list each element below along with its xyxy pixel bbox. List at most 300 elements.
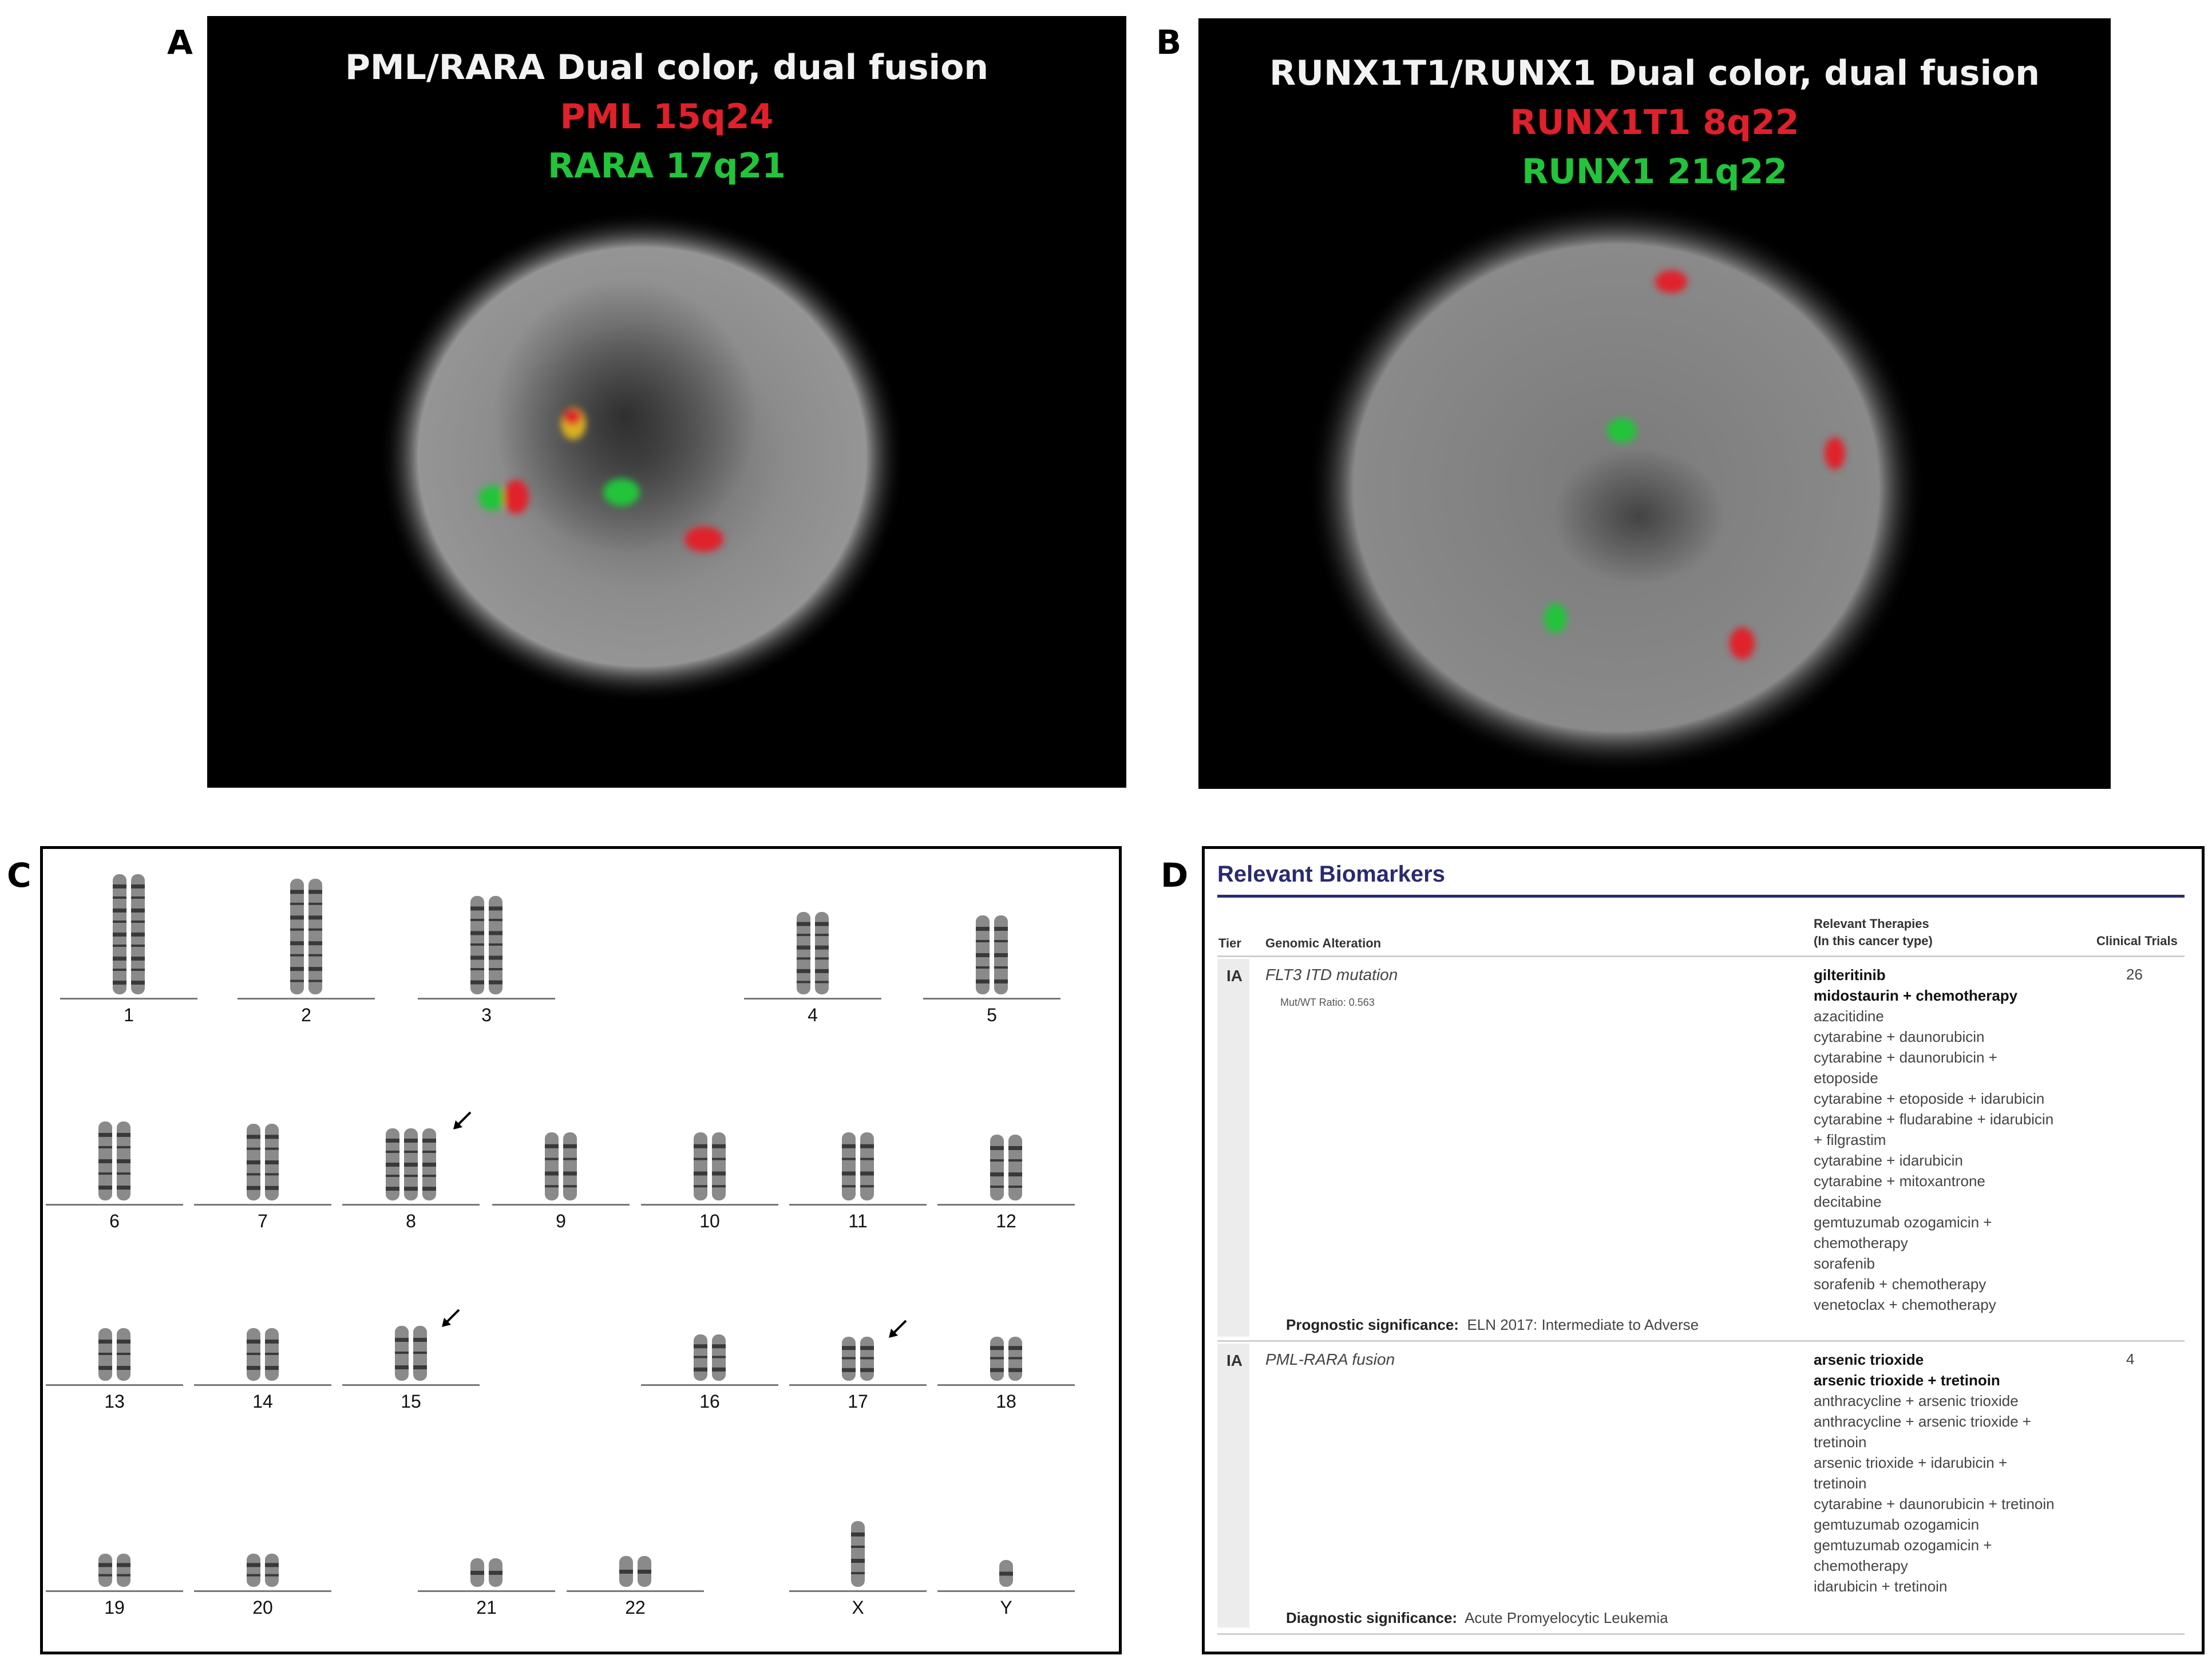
chromosome-baseline (789, 1204, 927, 1206)
chromosome-band (860, 1144, 874, 1148)
chromosome-band (712, 1185, 726, 1187)
chromosome-band (860, 1368, 874, 1372)
mut-wt-ratio: Mut/WT Ratio: 0.563 (1280, 997, 1375, 1008)
green-signal (603, 479, 640, 506)
chromosome-band (489, 1571, 502, 1575)
genomic-alteration: PML-RARA fusion (1265, 1350, 1395, 1368)
therapy-item: cytarabine + idarubicin (1814, 1152, 1963, 1169)
chromosome-image (194, 1078, 331, 1204)
chromosome-band (265, 1160, 279, 1164)
chromosome-band (386, 1163, 399, 1167)
therapy-item: gemtuzumab ozogamicin (1814, 1516, 1980, 1533)
chromosome-baseline (194, 1384, 331, 1386)
green-signal (1607, 418, 1637, 443)
chromosome-band (131, 908, 145, 913)
report-title-rule (1217, 895, 2185, 898)
chromosome-band (131, 921, 145, 923)
nucleus-dark-region (493, 279, 757, 554)
chromosome-band (404, 1151, 418, 1153)
chromosome-number: 2 (301, 1005, 311, 1025)
chromosome-band (990, 1146, 1004, 1150)
chromosome-number: 7 (258, 1211, 268, 1231)
chromosome-band (797, 922, 810, 926)
chromosome-band (994, 979, 1008, 983)
chromosome-band (545, 1158, 559, 1160)
chromosome-band (619, 1570, 633, 1574)
chromosome-baseline (46, 1590, 183, 1592)
chromosome-band (404, 1187, 418, 1191)
chromosome-band (308, 903, 322, 905)
therapy-item: sorafenib + chemotherapy (1814, 1275, 1987, 1293)
chromosome-band (265, 1366, 279, 1370)
chromosome-band (422, 1139, 436, 1143)
chromosome-band (290, 941, 304, 945)
chromosome-pair-11 (789, 1078, 927, 1231)
significance (1286, 1609, 1668, 1627)
chromosome-baseline (342, 1384, 480, 1386)
chromosome (98, 1554, 112, 1587)
chromosome-band (489, 943, 502, 946)
chromosome-pair-20 (194, 1470, 331, 1619)
chromosome-baseline (923, 998, 1061, 1000)
therapy-item: venetoclax + chemotherapy (1814, 1296, 1996, 1313)
therapy-item: anthracycline + arsenic trioxide (1814, 1392, 2019, 1409)
chromosome-image (789, 1078, 927, 1204)
chromosome-band (117, 1133, 130, 1137)
chromosome (694, 1132, 707, 1200)
chromosome-baseline (46, 1384, 183, 1386)
chromosome-band (247, 1563, 260, 1567)
chromosome-image (641, 1078, 778, 1204)
biomarker-report-panel (1202, 846, 2205, 1654)
chromosome-band (98, 1563, 112, 1567)
therapy-list (1814, 965, 2083, 1315)
green-signal (1544, 603, 1567, 633)
chromosome-band (98, 1133, 112, 1137)
chromosome-band (976, 940, 990, 942)
chromosome-baseline (60, 998, 197, 1000)
chromosome-band (422, 1175, 436, 1177)
chromosome-band (247, 1148, 260, 1150)
chromosome-image (46, 1078, 183, 1204)
chromosome-pair-12 (937, 1078, 1075, 1231)
header-clinical-trials: Clinical Trials (2096, 934, 2178, 948)
chromosome-number: 20 (252, 1597, 273, 1618)
report-title: Relevant Biomarkers (1217, 862, 1445, 887)
chromosome-band (308, 890, 322, 894)
chromosome-band (247, 1353, 260, 1355)
chromosome (290, 879, 304, 994)
chromosome-band (290, 980, 304, 982)
therapy-item: tretinoin (1814, 1433, 1867, 1451)
panel-letter-b: B (1156, 23, 1182, 62)
chromosome-image (342, 1078, 480, 1204)
therapy-item: arsenic trioxide + tretinoin (1814, 1372, 2000, 1389)
chromosome-band (98, 1353, 112, 1355)
abnormality-arrow-icon (440, 1306, 462, 1329)
therapy-item: cytarabine + daunorubicin + tretinoin (1814, 1495, 2055, 1512)
therapy-item: etoposide (1814, 1069, 1878, 1087)
chromosome-band (117, 1353, 130, 1355)
chromosome-band (395, 1365, 409, 1369)
chromosome-baseline (641, 1384, 778, 1386)
chromosome-number: 9 (556, 1211, 566, 1231)
tier-label: IA (1226, 1352, 1242, 1369)
chromosome (860, 1132, 874, 1200)
nucleus-dark-region (1553, 448, 1725, 585)
chromosome-number: 15 (401, 1391, 421, 1412)
therapy-item: decitabine (1814, 1193, 1882, 1210)
chromosome-band (265, 1340, 279, 1344)
chromosome-band (247, 1574, 260, 1577)
chromosome-band (265, 1148, 279, 1150)
chromosome-number: 3 (481, 1005, 492, 1025)
chromosome-band (994, 953, 1008, 957)
chromosome-pair-9 (492, 1078, 630, 1231)
chromosome-band (404, 1139, 418, 1143)
therapy-item: midostaurin + chemotherapy (1814, 987, 2018, 1004)
chromosome-band (308, 980, 322, 982)
chromosome-baseline (418, 998, 555, 1000)
chromosome-pair-Y (937, 1470, 1075, 1619)
chromosome-band (117, 1186, 130, 1190)
significance-label: Diagnostic significance: (1286, 1609, 1458, 1626)
chromosome-band (265, 1173, 279, 1175)
chromosome-band (131, 945, 145, 947)
chromosome-band (422, 1163, 436, 1167)
significance (1286, 1316, 1699, 1334)
chromosome-baseline (789, 1384, 927, 1386)
fish-probe-red-a: PML 15q24 (560, 97, 774, 137)
chromosome-band (976, 979, 990, 983)
chromosome-band (98, 1172, 112, 1175)
chromosome-band (990, 1159, 1004, 1162)
chromosome-band (131, 969, 145, 971)
fish-panel-pml-rara (207, 16, 1126, 788)
chromosome-band (712, 1344, 726, 1348)
chromosome-image (60, 872, 197, 998)
chromosome-band (113, 981, 126, 985)
chromosome (851, 1521, 865, 1587)
chromosome (1008, 1135, 1022, 1200)
chromosome-band (990, 1186, 1004, 1188)
chromosome-baseline (194, 1204, 331, 1206)
chromosome-band (422, 1151, 436, 1153)
chromosome-band (113, 933, 126, 937)
chromosome-band (98, 1186, 112, 1190)
chromosome-band (290, 903, 304, 905)
chromosome-band (694, 1356, 707, 1358)
chromosome-band (265, 1353, 279, 1355)
tier-column-bg (1217, 1344, 1249, 1628)
chromosome-band (308, 929, 322, 931)
chromosome-number: 10 (699, 1211, 720, 1231)
chromosome-band (1008, 1346, 1022, 1350)
chromosome-baseline (641, 1204, 778, 1206)
abnormality-arrow-icon (887, 1317, 909, 1340)
chromosome-pair-14 (194, 1264, 331, 1413)
chromosome-band (98, 1340, 112, 1344)
chromosome-band (563, 1144, 577, 1148)
chromosome-pair-6 (46, 1078, 183, 1231)
chromosome-band (797, 969, 810, 973)
chromosome-band (489, 907, 502, 911)
chromosome-band (976, 966, 990, 969)
red-signal (1825, 437, 1845, 469)
chromosome-band (413, 1352, 427, 1354)
chromosome-pair-16 (641, 1264, 778, 1413)
header-genomic-alteration: Genomic Alteration (1265, 936, 1382, 950)
chromosome-band (990, 1172, 1004, 1176)
chromosome-pair-7 (194, 1078, 331, 1231)
chromosome-band (851, 1532, 865, 1536)
chromosome-band (842, 1158, 856, 1160)
chromosome-band (131, 896, 145, 899)
chromosome-band (113, 969, 126, 971)
chromosome-band (489, 968, 502, 970)
chromosome-image (567, 1470, 704, 1590)
chromosome-pair-4 (744, 872, 881, 1025)
therapy-item: tretinoin (1814, 1475, 1867, 1492)
chromosome-band (117, 1563, 130, 1567)
chromosome-band (815, 969, 829, 973)
chromosome-band (113, 957, 126, 961)
chromosome-band (308, 915, 322, 919)
chromosome-image (789, 1470, 927, 1590)
chromosome-band (404, 1175, 418, 1177)
therapy-item: cytarabine + fludarabine + idarubicin (1814, 1111, 2054, 1128)
therapy-list (1814, 1349, 2083, 1597)
chromosome-band (113, 908, 126, 913)
chromosome-band (694, 1144, 707, 1148)
chromosome-band (694, 1368, 707, 1372)
chromosome-band (386, 1175, 399, 1177)
chromosome-band (98, 1146, 112, 1148)
chromosome-band (308, 954, 322, 957)
chromosome-band (117, 1340, 130, 1344)
chromosome-baseline (789, 1590, 927, 1592)
chromosome-band (308, 941, 322, 945)
fish-title-b: RUNX1T1/RUNX1 Dual color, dual fusion (1269, 53, 2040, 93)
karyogram-panel (40, 846, 1122, 1654)
chromosome-number: 18 (996, 1391, 1016, 1412)
therapy-item: cytarabine + daunorubicin + (1814, 1049, 1997, 1066)
chromosome-band (247, 1135, 260, 1139)
chromosome-band (545, 1185, 559, 1187)
chromosome-band (386, 1139, 399, 1143)
chromosome-band (1008, 1368, 1022, 1372)
chromosome-band (851, 1559, 865, 1563)
chromosome-band (470, 956, 484, 960)
chromosome-baseline (194, 1590, 331, 1592)
chromosome-image (194, 1470, 331, 1590)
therapy-item: arsenic trioxide + idarubicin + (1814, 1454, 2008, 1471)
chromosome-image (238, 872, 375, 998)
chromosome-pair-18 (937, 1264, 1075, 1413)
tier-column-bg (1217, 959, 1249, 1337)
chromosome-band (247, 1340, 260, 1344)
chromosome-image (194, 1264, 331, 1384)
chromosome-band (842, 1357, 856, 1360)
chromosome-band (842, 1144, 856, 1148)
chromosome-baseline (937, 1384, 1075, 1386)
chromosome-pair-2 (238, 872, 375, 1025)
chromosome-baseline (342, 1204, 480, 1206)
chromosome-band (117, 1172, 130, 1175)
red-signal (1655, 270, 1687, 293)
chromosome-band (797, 934, 810, 936)
chromosome-number: 11 (848, 1211, 868, 1231)
significance-label: Prognostic significance: (1286, 1316, 1459, 1333)
chromosome-band (638, 1570, 651, 1574)
chromosome-number: 21 (476, 1597, 497, 1618)
chromosome-band (131, 981, 145, 985)
chromosome-band (117, 1574, 130, 1577)
chromosome-band (131, 957, 145, 961)
chromosome (265, 1554, 279, 1587)
chromosome-number: Y (1000, 1597, 1012, 1618)
chromosome-band (851, 1546, 865, 1548)
chromosome-band (386, 1187, 399, 1191)
chromosome-image (46, 1264, 183, 1384)
chromosome-number: 6 (109, 1211, 120, 1231)
chromosome-band (290, 915, 304, 919)
clinical-trials-count: 4 (2126, 1350, 2135, 1368)
chromosome-band (117, 1159, 130, 1163)
therapy-item: gilteritinib (1814, 966, 1886, 983)
chromosome (712, 1132, 726, 1200)
chromosome-baseline (567, 1590, 704, 1592)
chromosome-baseline (238, 998, 375, 1000)
chromosome-band (247, 1186, 260, 1190)
chromosome-number: 8 (406, 1211, 416, 1231)
chromosome-baseline (492, 1204, 630, 1206)
chromosome-image (937, 1264, 1075, 1384)
chromosome-band (712, 1356, 726, 1358)
chromosome-image (492, 1078, 630, 1204)
chromosome-image (46, 1470, 183, 1590)
chromosome-band (994, 940, 1008, 942)
therapy-item: cytarabine + daunorubicin (1814, 1028, 1985, 1045)
chromosome-band (815, 934, 829, 936)
chromosome-band (265, 1186, 279, 1190)
chromosome-number: 13 (104, 1391, 125, 1412)
chromosome-band (545, 1144, 559, 1148)
chromosome-band (712, 1144, 726, 1148)
chromosome-band (290, 967, 304, 971)
fish-title-a: PML/RARA Dual color, dual fusion (345, 48, 989, 88)
chromosome-band (117, 1366, 130, 1370)
chromosome-band (1008, 1146, 1022, 1150)
chromosome-number: 19 (104, 1597, 125, 1618)
therapy-item: gemtuzumab ozogamicin + (1814, 1214, 1992, 1231)
chromosome-image (937, 1470, 1075, 1590)
chromosome-image (937, 1078, 1075, 1204)
chromosome-band (694, 1158, 707, 1160)
chromosome-band (994, 927, 1008, 931)
chromosome-band (712, 1158, 726, 1160)
chromosome-band (470, 968, 484, 970)
chromosome-number: 16 (699, 1391, 720, 1412)
chromosome-band (290, 954, 304, 957)
chromosome-pair-X (789, 1470, 927, 1619)
chromosome (247, 1554, 260, 1587)
chromosome-band (131, 933, 145, 937)
significance-value: Acute Promyelocytic Leukemia (1465, 1609, 1668, 1626)
chromosome-band (842, 1368, 856, 1372)
chromosome-band (265, 1574, 279, 1577)
chromosome-band (413, 1365, 427, 1369)
panel-letter-a: A (167, 23, 193, 62)
fish-probe-green-a: RARA 17q21 (547, 146, 786, 186)
chromosome-band (265, 1135, 279, 1139)
chromosome-pair-22 (567, 1470, 704, 1619)
chromosome-band (842, 1171, 856, 1175)
abnormality-arrow-icon (451, 1109, 474, 1132)
therapy-item: cytarabine + mitoxantrone (1814, 1172, 1985, 1190)
therapy-item: anthracycline + arsenic trioxide + (1814, 1413, 2032, 1430)
genomic-alteration: FLT3 ITD mutation (1265, 966, 1398, 983)
chromosome-band (413, 1338, 427, 1342)
significance-value: ELN 2017: Intermediate to Adverse (1467, 1316, 1699, 1333)
chromosome-band (489, 981, 502, 985)
chromosome (308, 879, 322, 994)
chromosome (842, 1132, 856, 1200)
chromosome-number: 17 (848, 1391, 868, 1412)
chromosome-band (990, 1357, 1004, 1360)
chromosome-pair-19 (46, 1470, 183, 1619)
chromosome-band (470, 1571, 484, 1575)
chromosome-band (395, 1338, 409, 1342)
chromosome (563, 1132, 577, 1200)
chromosome-band (1008, 1172, 1022, 1176)
red-signal (563, 409, 581, 425)
chromosome-band (247, 1160, 260, 1164)
chromosome-band (860, 1185, 874, 1187)
chromosome-band (999, 1572, 1013, 1576)
therapy-item: azacitidine (1814, 1008, 1884, 1025)
chromosome-image (418, 1470, 555, 1590)
fish-probe-red-b: RUNX1T1 8q22 (1510, 102, 1799, 143)
chromosome-band (860, 1171, 874, 1175)
chromosome-pair-5 (923, 872, 1061, 1025)
chromosome-band (860, 1357, 874, 1360)
row-divider (1217, 1340, 2185, 1342)
chromosome-band (1008, 1186, 1022, 1188)
chromosome-baseline (418, 1590, 555, 1592)
chromosome-band (860, 1158, 874, 1160)
chromosome-image (641, 1264, 778, 1384)
chromosome-band (797, 981, 810, 983)
chromosome-number: 12 (996, 1211, 1016, 1231)
chromosome-band (113, 896, 126, 899)
chromosome-band (470, 931, 484, 935)
chromosome-band (815, 922, 829, 926)
therapy-item: arsenic trioxide (1814, 1351, 1924, 1368)
chromosome-band (563, 1171, 577, 1175)
header-therapies-line1: Relevant Therapies (1814, 917, 1929, 931)
chromosome-band (851, 1572, 865, 1574)
chromosome (545, 1132, 559, 1200)
chromosome-pair-10 (641, 1078, 778, 1231)
chromosome-baseline (937, 1590, 1075, 1592)
chromosome-band (117, 1146, 130, 1148)
chromosome-band (404, 1163, 418, 1167)
chromosome-band (489, 919, 502, 921)
chromosome-band (990, 1346, 1004, 1350)
chromosome-pair-13 (46, 1264, 183, 1413)
fish-panel-runx1t1-runx1 (1198, 18, 2111, 789)
